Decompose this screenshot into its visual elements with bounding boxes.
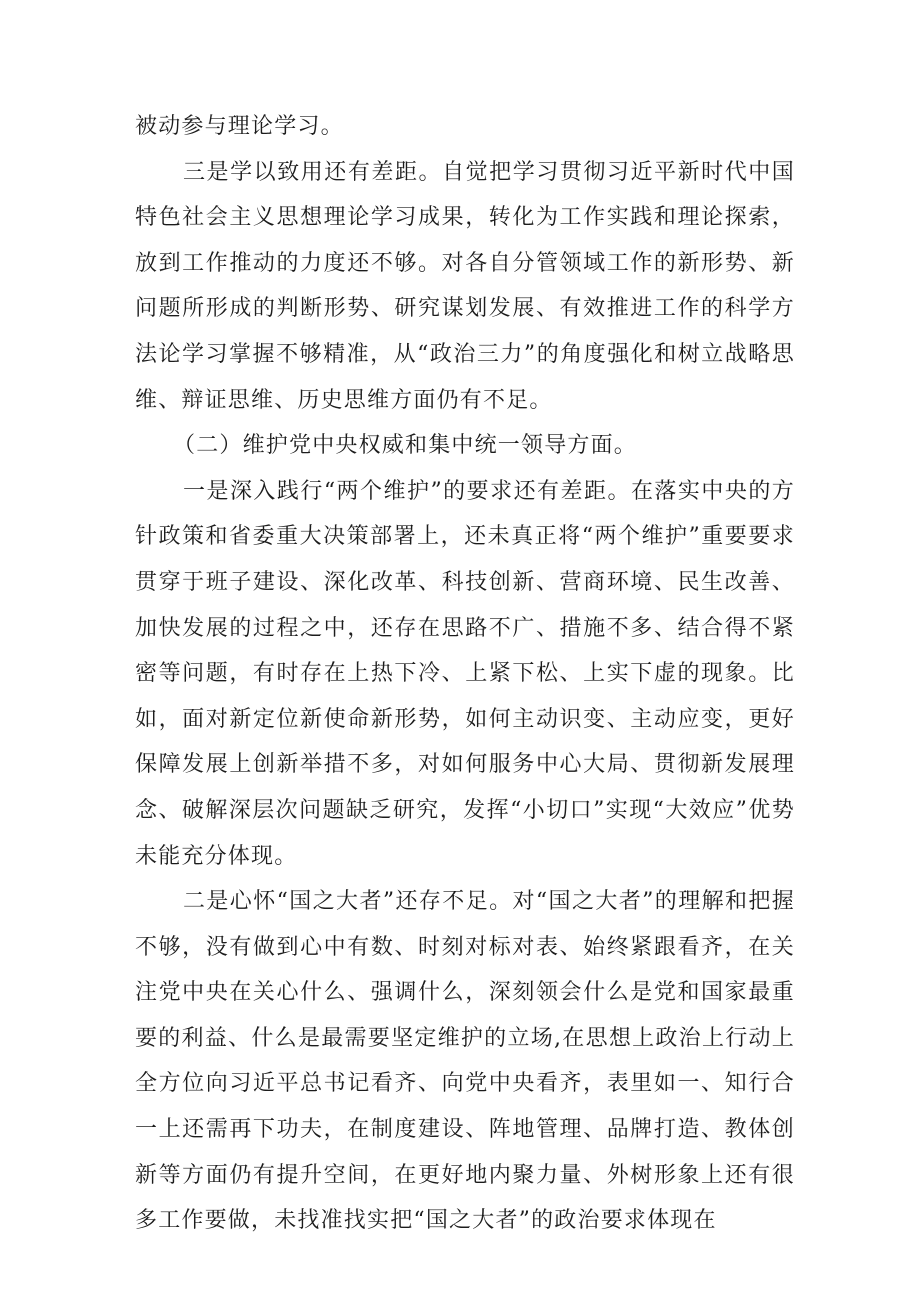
section-heading-party-authority: （二）维护党中央权威和集中统一领导方面。 [173,433,638,459]
paragraph-two-safeguards: 一是深入践行“两个维护”的要求还有差距。在落实中央的方针政策和省委重大决策部署上，还未真正将“两个维护”重要要求贯穿于班子建设、深化改革、科技创新、营商环境、民生改善、加快发展的过程之中，还存在思路不广、措施不多、结合得不紧密等问题，有时存在上热下冷、上紧下松、上实下虚的现象。比如，面对新定位新使命新形势，如何主动识变、主动应变，更好保障发展上创新举措不多，对如何服务中心大局、贯彻新发展理念、破解深层次问题缺乏研究，发挥“小切口”实现“大效应”优势未能充分体现。 [135,478,795,869]
paragraph-continuation: 被动参与理论学习。 [135,114,344,139]
paragraph-application-gap: 三是学以致用还有差距。自觉把学习贯彻习近平新时代中国特色社会主义思想理论学习成果，转化为工作实践和理论探索，放到工作推动的力度还不够。对各自分管领域工作的新形势、新问题所形成的判断形势、研究谋划发展、有效推进工作的科学方法论学习掌握不够精准，从“政治三力”的角度强化和树立战略思维、辩证思维、历史思维方面仍有不足。 [135,159,795,413]
document-body [135,104,795,1244]
paragraph-national-priorities: 二是心怀“国之大者”还存不足。对“国之大者”的理解和把握不够，没有做到心中有数、时刻对标对表、始终紧跟看齐，在关注党中央在关心什么、强调什么，深刻领会什么是党和国家最重要的利益、什么是最需要坚定维护的立场,在思想上政治上行动上全方位向习近平总书记看齐、向党中央看齐，表里如一、知行合一上还需再下功夫，在制度建设、阵地管理、品牌打造、教体创新等方面仍有提升空间，在更好地内聚力量、外树形象上还有很多工作要做，未找准找实把“国之大者”的政治要求体现在 [135,889,795,1234]
